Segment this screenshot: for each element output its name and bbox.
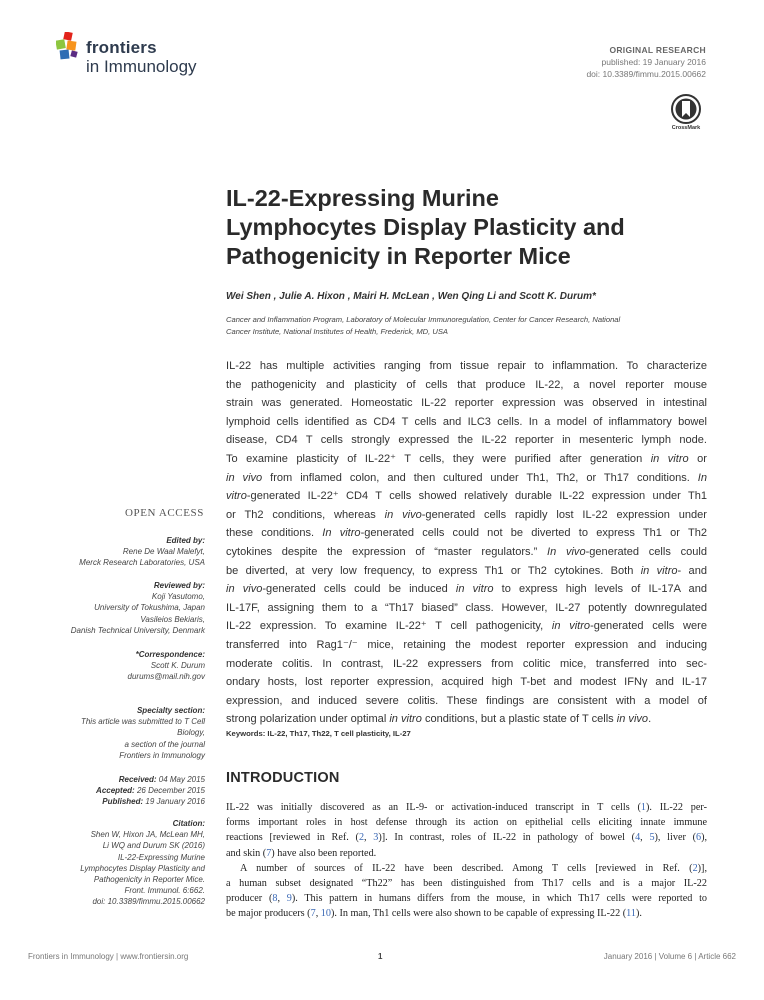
intro-line xyxy=(226,876,707,891)
reference-link[interactable]: 5 xyxy=(649,832,655,844)
specialty-section xyxy=(30,705,205,761)
reference-link[interactable]: 7 xyxy=(266,847,272,859)
text-span: producer ( xyxy=(226,893,273,905)
abstract-line xyxy=(226,580,707,599)
text-span: strain was generated. Homeostatic IL-22 reporter expression was observed in intestinal xyxy=(226,397,707,410)
reference-link[interactable]: 4 xyxy=(635,832,641,844)
abstract-line xyxy=(226,710,707,729)
footer-journal[interactable]: Frontiers in Immunology | www.frontiersin.org xyxy=(28,952,189,961)
abstract-line xyxy=(226,487,707,506)
text-span: -generated cells were xyxy=(590,620,707,633)
logo-text-frontiers: frontiers xyxy=(86,38,157,57)
received-date xyxy=(30,774,205,785)
citation-line[interactable]: doi: 10.3389/fimmu.2015.00662 xyxy=(92,897,205,907)
text-span: these conditions. xyxy=(226,527,323,540)
published-value: 19 January 2016 xyxy=(143,797,205,807)
edited-by-section xyxy=(30,535,205,569)
reference-link[interactable]: 8 xyxy=(272,893,278,905)
text-span: strong polarization under optimal xyxy=(226,713,390,726)
accepted-label: Accepted: xyxy=(96,786,135,796)
abstract-line xyxy=(226,450,707,469)
crossmark-label: CrossMark xyxy=(671,125,701,131)
italic-term: in vivo xyxy=(616,713,649,726)
text-span: -generated cells could be induced xyxy=(262,583,456,596)
published-label: Published: xyxy=(102,797,144,807)
text-span: -generated cells could xyxy=(585,545,707,558)
text-span: IL-22 was initially discovered as an IL-9- or activation-induced transcript in T cells ( xyxy=(226,802,641,813)
text-span: To examine plasticity of IL-22⁺ T cells, they were purified after generation xyxy=(226,452,651,465)
italic-term: in vitro xyxy=(551,620,591,633)
citation-line: Shen W, Hixon JA, McLean MH, xyxy=(90,830,205,840)
accepted-value: 26 December 2015 xyxy=(134,786,205,796)
text-span: lymphoid cells identified as CD4 T cells and ILC3 cells. In a model of inflammatory bowel xyxy=(226,415,707,428)
italic-term: in vitro xyxy=(640,564,678,577)
abstract-line xyxy=(226,394,707,413)
text-span: ). xyxy=(635,908,642,920)
italic-term: in vitro xyxy=(389,713,422,726)
text-span: conditions, but a plastic state of T cells xyxy=(421,713,617,726)
article-header-meta xyxy=(586,44,706,80)
abstract-line xyxy=(226,469,707,488)
affiliation xyxy=(226,314,696,337)
dates-section xyxy=(30,774,205,808)
logo-text-journal: in Immunology xyxy=(86,57,197,76)
correspondence-email[interactable]: durums@mail.nih.gov xyxy=(127,672,205,682)
reviewed-by-section xyxy=(30,580,205,636)
text-span: -generated IL-22⁺ CD4 T cells showed relatively durable IL-22 expression under Th1 xyxy=(246,490,707,503)
abstract-line xyxy=(226,636,707,655)
editor-affiliation: Merck Research Laboratories, USA xyxy=(79,558,205,568)
italic-term: in vivo xyxy=(226,471,263,484)
intro-line xyxy=(226,830,707,845)
intro-line xyxy=(226,861,707,876)
open-access-label: OPEN ACCESS xyxy=(124,507,204,519)
reviewer-line: Danish Technical University, Denmark xyxy=(70,625,205,635)
affiliation-line: Cancer Institute, National Institutes of Health, Frederick, MD, USA xyxy=(226,326,448,336)
journal-logo[interactable] xyxy=(56,32,256,82)
text-span: a human subset designated “Th22” has been distinguished from Th17 cells and is a major IL-22 xyxy=(226,878,707,890)
italic-term: in vivo xyxy=(226,583,263,596)
italic-term: In xyxy=(697,471,708,484)
italic-term: In vivo xyxy=(547,545,586,558)
citation-line: Lymphocytes Display Plasticity and xyxy=(80,863,205,873)
reviewed-by-label: Reviewed by: xyxy=(153,581,205,590)
text-span: , xyxy=(640,832,650,844)
editor-name: Rene De Waal Malefyt, xyxy=(122,547,205,557)
correspondence-label: *Correspondence: xyxy=(135,650,205,659)
reviewer-line: University of Tokushima, Japan xyxy=(94,603,205,613)
abstract-line xyxy=(226,376,707,395)
title-line: IL-22-Expressing Murine xyxy=(226,185,499,211)
citation-label: Citation: xyxy=(172,819,205,828)
page-footer xyxy=(28,952,736,966)
reference-link[interactable]: 9 xyxy=(286,893,292,905)
author-list[interactable]: Wei Shen , Julie A. Hixon , Mairi H. McLean , Wen Qing Li and Scott K. Durum* xyxy=(226,291,596,302)
abstract-line xyxy=(226,524,707,543)
text-span: IL-22 has multiple activities ranging from tissue repair to inflammation. To characterize xyxy=(226,360,707,372)
abstract xyxy=(226,357,707,729)
received-label: Received: xyxy=(118,775,157,784)
affiliation-line: Cancer and Inflammation Program, Laboratory of Molecular Immunoregulation, Center for Cancer Research, National xyxy=(226,315,621,324)
citation-line: Front. Immunol. 6:662. xyxy=(124,886,205,896)
abstract-line xyxy=(226,673,707,692)
text-span: be major producers ( xyxy=(226,908,311,920)
accepted-date xyxy=(30,785,205,796)
reviewer-line: Koji Yasutomo, xyxy=(151,592,205,602)
text-span: ), liver ( xyxy=(654,832,696,844)
text-span: ). In man, Th1 cells were also shown to be capable of expressing IL-22 ( xyxy=(330,908,627,920)
correspondence-name: Scott K. Durum xyxy=(150,661,205,671)
title-line: Lymphocytes Display Plasticity and xyxy=(226,214,625,240)
abstract-line xyxy=(226,692,707,711)
crossmark-icon xyxy=(671,94,701,124)
published-date: published: 19 January 2016 xyxy=(601,57,706,67)
abstract-line xyxy=(226,357,707,376)
italic-term: in vivo xyxy=(384,508,422,521)
abstract-line xyxy=(226,506,707,525)
page-number: 1 xyxy=(378,952,383,961)
text-span: ) have also been reported. xyxy=(271,847,377,859)
text-span: )]. In contrast, roles of IL-22 in pathology of bowel ( xyxy=(378,832,636,844)
text-span: ). IL-22 per- xyxy=(646,802,707,813)
text-span: the pathogenicity and plasticity of cells that produce IL-22, a novel reporter mouse xyxy=(226,378,707,391)
italic-term: In vitro xyxy=(322,527,361,540)
citation-line: IL-22-Expressing Murine xyxy=(117,852,205,862)
text-span: to express high levels of IL-17A and xyxy=(493,583,707,596)
reference-link[interactable]: 2 xyxy=(692,862,698,874)
text-span: , xyxy=(315,908,321,920)
reference-link[interactable]: 7 xyxy=(310,908,316,920)
intro-line xyxy=(226,800,707,815)
citation-line: Li WQ and Durum SK (2016) xyxy=(102,841,205,851)
abstract-line xyxy=(226,655,707,674)
text-span: disease, CD4 T cells strongly expressed the IL-22 reporter in mesenteric lymph node. xyxy=(226,434,707,447)
text-span: ), xyxy=(701,832,708,844)
text-span: reactions [reviewed in Ref. ( xyxy=(226,832,359,844)
reference-link[interactable]: 10 xyxy=(320,908,331,920)
article-title xyxy=(226,184,706,271)
text-span: - and xyxy=(677,564,707,577)
intro-line xyxy=(226,815,707,830)
received-value: 04 May 2015 xyxy=(156,775,205,784)
specialty-line: a section of the journal xyxy=(124,739,205,749)
text-span: IL-22 expression. To examine IL-22⁺ T cell pathogenicity, xyxy=(226,620,552,633)
specialty-line: Frontiers in Immunology xyxy=(119,750,205,760)
keywords: Keywords: IL-22, Th17, Th22, T cell plasticity, IL-27 xyxy=(226,729,411,738)
reviewer-line: Vasileios Bekiaris, xyxy=(140,614,205,624)
abstract-line xyxy=(226,431,707,450)
introduction-body xyxy=(226,800,707,922)
section-heading-introduction: INTRODUCTION xyxy=(226,770,340,786)
reference-link[interactable]: 2 xyxy=(358,832,365,844)
text-span: ). This pattern in humans differs from the mouse, in which Th17 cells were reported to xyxy=(291,893,707,905)
text-span: moderate colitis. In contrast, IL-22 expressers from colitic mice, transferred into sec- xyxy=(226,657,707,670)
text-span: -generated cells rapidly lost IL-22 expression under xyxy=(421,508,707,521)
text-span: from inflamed colon, and then cultured under Th1, Th2, or Th17 conditions. xyxy=(262,471,698,484)
text-span: , xyxy=(277,893,287,905)
article-type: ORIGINAL RESEARCH xyxy=(609,45,706,55)
specialty-label: Specialty section: xyxy=(136,706,205,715)
edited-by-label: Edited by: xyxy=(166,536,205,545)
doi[interactable]: doi: 10.3389/fimmu.2015.00662 xyxy=(586,69,706,79)
italic-term: in vitro xyxy=(650,452,689,465)
text-span: transferred into Rag1⁻/⁻ mice, retaining the modest reporter expression and inducing xyxy=(226,638,707,651)
text-span: forms important roles in host defense through its action on epithelial cells eliciting innate immune xyxy=(226,817,707,829)
italic-term: in vitro xyxy=(455,583,494,596)
reference-link[interactable]: 6 xyxy=(695,832,702,844)
text-span: . xyxy=(648,713,652,726)
italic-term: vitro xyxy=(226,490,247,503)
reference-link[interactable]: 3 xyxy=(373,832,379,844)
text-span: or Th2 conditions, whereas xyxy=(226,508,385,521)
citation-line: Pathogenicity in Reporter Mice. xyxy=(93,875,205,885)
text-span: cytokines despite the expression of “master regulators.” xyxy=(226,545,548,558)
abstract-line xyxy=(226,543,707,562)
text-span: ondary hosts, lost reporter expression, acquired high T-bet and modest IFNγ and IL-17 xyxy=(226,676,707,689)
abstract-line xyxy=(226,617,707,636)
specialty-line: This article was submitted to T Cell xyxy=(80,717,205,727)
abstract-line xyxy=(226,562,707,581)
text-span: or xyxy=(688,452,707,465)
title-line: Pathogenicity in Reporter Mice xyxy=(226,243,571,269)
citation-section xyxy=(30,818,205,908)
published-date-sidebar xyxy=(30,796,205,807)
crossmark-badge[interactable] xyxy=(666,94,706,138)
text-span: be diverted, at very low frequency, to express Th1 or Th2 cytokines. Both xyxy=(226,564,641,577)
text-span: -generated cells could not be diverted to express Th1 or Th2 xyxy=(360,527,708,540)
text-span: , xyxy=(364,832,374,844)
intro-line xyxy=(226,891,707,906)
footer-issue: January 2016 | Volume 6 | Article 662 xyxy=(603,952,736,961)
specialty-line: Biology, xyxy=(177,728,205,738)
reference-link[interactable]: 11 xyxy=(626,908,636,920)
text-span: )], xyxy=(697,862,707,874)
text-span: IL-17F, assigning them to a “Th17 biased” class. However, IL-27 potently downregulated xyxy=(226,601,707,614)
correspondence-section xyxy=(30,649,205,683)
text-span: expression, and induced severe colitis. These findings are consistent with a model of xyxy=(226,694,707,707)
abstract-line xyxy=(226,413,707,432)
text-span: and skin ( xyxy=(226,847,267,859)
intro-line xyxy=(226,906,707,921)
abstract-line xyxy=(226,599,707,618)
frontiers-logo-icon xyxy=(56,32,82,60)
text-span: A number of sources of IL-22 have been described. Among T cells [reviewed in Ref. ( xyxy=(240,862,693,874)
reference-link[interactable]: 1 xyxy=(640,802,646,813)
intro-line xyxy=(226,846,707,861)
